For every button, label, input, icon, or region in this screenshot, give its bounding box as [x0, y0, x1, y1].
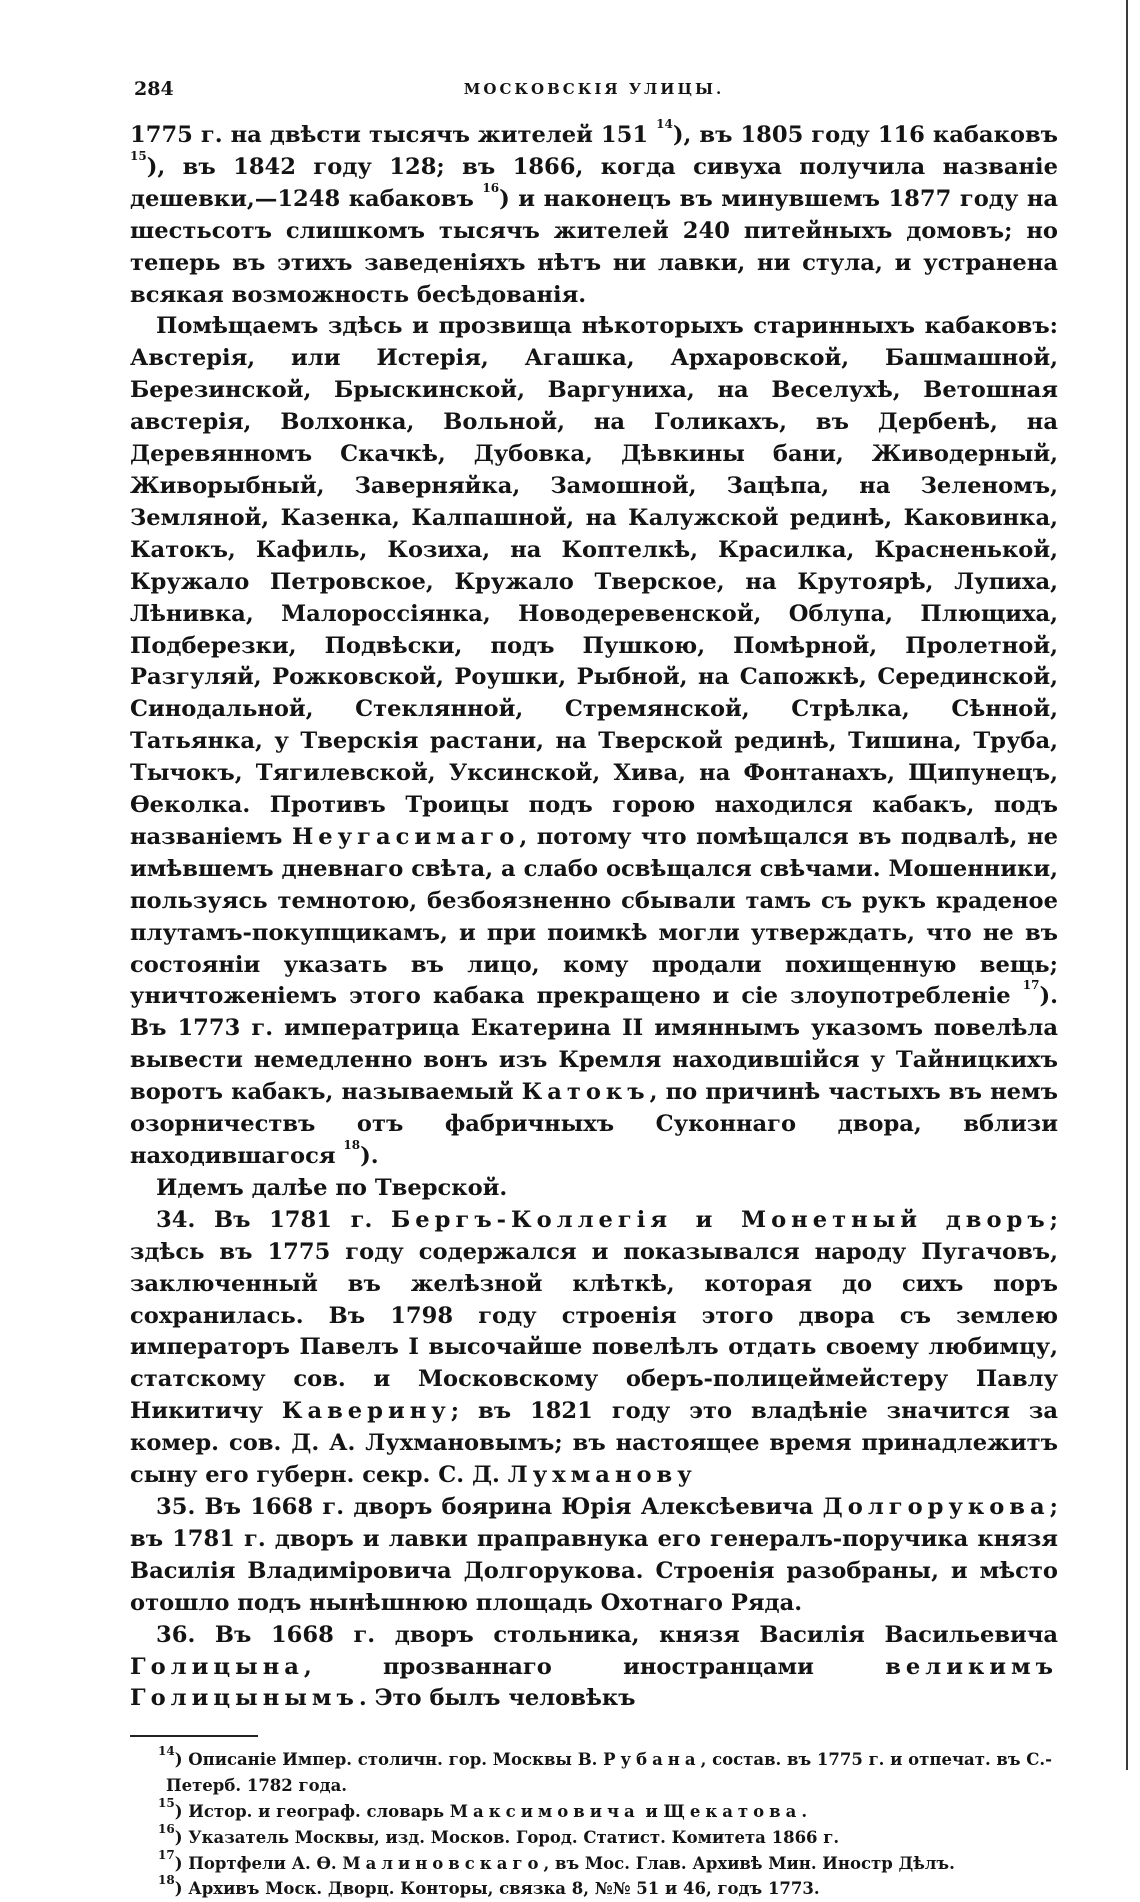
paragraph-item-35: 35. Въ 1668 г. дворъ боярина Юрія Алексѣевича Долгорукова; въ 1781 г. дворъ и лавки праправнука его генералъ-поручика князя Василія Владиміровича Долгорукова. Строенія разобраны, и мѣсто отошло подъ нынѣшнюю площадь Охотнаго Ряда. — [130, 1493, 1058, 1616]
paragraph-item-34: 34. Въ 1781 г. Бергъ-Коллегія и Монетный дворъ; здѣсь въ 1775 году содержался и показывался народу Пугачовъ, заключенный въ желѣзной клѣткѣ, которая до сихъ поръ сохранилась. Въ 1798 году строенія этого двора съ землею императоръ Павелъ I высочайше повелѣлъ отдать своему любимцу, статскому сов. и Московскому оберъ-полицеймейстеру Павлу Никитичу Каверину; въ 1821 году это владѣніе значится за комер. сов. Д. А. Лухмановымъ; въ настоящее время принадлежитъ сыну его губерн. секр. С. Д. Лухманову — [130, 1206, 1058, 1489]
book-page — [130, 68, 1058, 1899]
footnote-ref-16: 16 — [482, 180, 500, 195]
footnote-ref-17: 17 — [1022, 978, 1040, 993]
footnote-ref-14: 14 — [656, 117, 673, 131]
paragraph-kabak-statistics: 1775 г. на двѣсти тысячъ жителей 151 $^{14}$), въ 1805 году 116 кабаковъ $^{15}$), въ 1842 году 128; въ 1866, когда сивуха получила названіе дешевки,—1248 кабаковъ $^{16}$) и наконецъ въ минувшемъ 1877 году на шестьсотъ слишкомъ тысячъ жителей 240 питейныхъ домовъ; но теперь въ этихъ заведеніяхъ нѣтъ ни лавки, ни стула, и устранена всякая возможность бесѣдованія. — [130, 117, 1058, 308]
spaced-name: Бергъ-Коллегія и Монетный дворъ — [391, 1206, 1050, 1233]
footnote-ref-18: 18 — [343, 1138, 361, 1152]
footnote-ref-15: 15 — [130, 148, 147, 163]
footnotes — [130, 1744, 1058, 1902]
page-edge-line — [1126, 0, 1128, 1770]
spaced-name: Каверину — [281, 1398, 451, 1425]
spaced-name: Катокъ — [521, 1079, 650, 1106]
spaced-name: Неугасимаго — [291, 823, 520, 850]
main-text — [130, 117, 1058, 1715]
running-title: МОСКОВСКІЯ УЛИЦЫ. — [463, 80, 725, 98]
footnote-17: $^{17}$) Портфели А. Ѳ. Малиновскаго, въ Мос. Глав. Архивѣ Мин. Иностр Дѣлъ. — [158, 1847, 955, 1873]
spaced-name: великимъ Голицынымъ — [130, 1653, 1058, 1712]
page-number: 284 — [134, 78, 174, 100]
spaced-name: Долгорукова — [822, 1493, 1050, 1520]
paragraph-kabak-names: Помѣщаемъ здѣсь и прозвища нѣкоторыхъ старинныхъ кабаковъ: Австерія, или Истерія, Агашка, Архаровской, Башмашной, Березинской, Брыскинской, Варгуниха, на Веселухѣ, Ветошная австерія, Волхонка, Вольной, на Голикахъ, въ Дербенѣ, на Деревянномъ Скачкѣ, Дубовка, Дѣвкины бани, Живодерный, Живорыбный, Заверняйка, Замошной, Зацѣпа, на Зеленомъ, Земляной, Казенка, Калпашной, на Калужской рединѣ, Каковинка, Катокъ, Кафиль, Козиха, на Коптелкѣ, Красилка, Красненькой, Кружало Петровское, Кружало Тверское, на Крутоярѣ, Лупиха, Лѣнивка, Малороссіянка, Новодеревенской, Облупа, Плющиха, Подберезки, Подвѣски, подъ Пушкою, Помѣрной, Пролетной, Разгуляй, Рожковской, Роушки, Рыбной, на Сапожкѣ, Серединской, Синодальной, Стеклянной, Стремянской, Стрѣлка, Сѣнной, Татьянка, у Тверскія растани, на Тверской рединѣ, Тишина, Труба, Тычокъ, Тягилевской, Уксинской, Хива, на Фонтанахъ, Щипунецъ, Ѳеколка. Противъ Троицы подъ горою находился кабакъ, подъ названіемъ Неугасимаго, потому что помѣщался въ подвалѣ, не имѣвшемъ дневнаго свѣта, а слабо освѣщался свѣчами. Мошенники, пользуясь темнотою, безбоязненно сбывали тамъ съ рукъ краденое плутамъ-покупщикамъ, и при поимкѣ могли утверждать, что не въ состояніи указать въ лицо, кому продали похищенную вещь; уничтоженіемъ этого кабака прекращено и сіе злоупотребленіе $^{17}$). Въ 1773 г. императрица Екатерина II имяннымъ указомъ повелѣла вывести немедленно вонъ изъ Кремля находившійся у Тайницкихъ воротъ кабакъ, называемый Катокъ, по причинѣ частыхъ въ немъ озорничествъ отъ фабричныхъ Суконнаго двора, вблизи находившагося $^{18}$). — [130, 313, 1058, 1169]
paragraph-item-36: 36. Въ 1668 г. дворъ стольника, князя Василія Васильевича Голицына, прозваннаго иностранцами великимъ Голицынымъ. Это былъ человѣкъ — [130, 1621, 1058, 1712]
footnote-14: $^{14}$) Описаніе Импер. столичн. гор. Москвы В. Рубана, состав. въ 1775 г. и отпечат. въ С.-Петерб. 1782 года. — [158, 1744, 1053, 1796]
footnote-16: $^{16}$) Указатель Москвы, изд. Москов. Город. Статист. Комитета 1866 г. — [158, 1821, 840, 1847]
spaced-name: Голицына — [130, 1653, 304, 1680]
paragraph-tverskaya: Идемъ далѣе по Тверской. — [156, 1174, 508, 1201]
spaced-name: Лухманову — [507, 1462, 697, 1489]
footnote-separator — [130, 1735, 258, 1737]
footnote-15: $^{15}$) Истор. и географ. словарь Максимовича и Щекатова. — [158, 1795, 808, 1821]
footnote-18: $^{18}$) Архивъ Моск. Дворц. Конторы, связка 8, №№ 51 и 46, годъ 1773. — [158, 1873, 820, 1899]
page-header — [130, 68, 1058, 106]
